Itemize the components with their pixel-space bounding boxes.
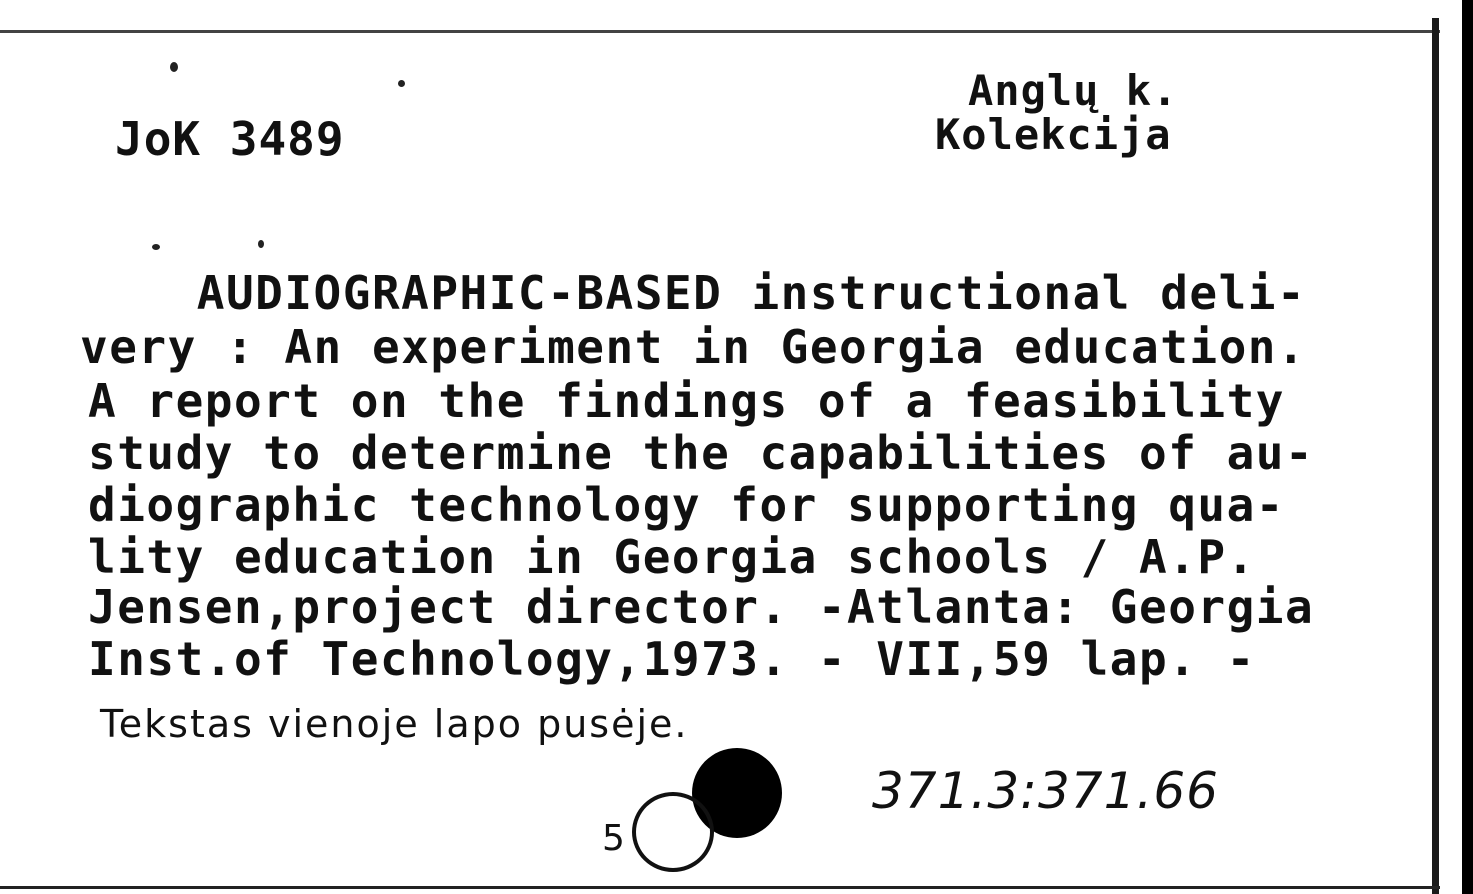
description-line: Inst.of Technology,1973. - VII,59 lap. - [88, 632, 1256, 686]
description-line: diographic technology for supporting qua- [88, 478, 1285, 532]
note-line: Tekstas vienoje lapo pusėje. [100, 702, 689, 746]
description-line: Jensen,project director. -Atlanta: Georgia [88, 580, 1315, 634]
description-line: study to determine the capabilities of au- [88, 426, 1315, 480]
speck [152, 244, 160, 250]
hole-mark: 5 [602, 818, 625, 859]
call-number: JoK 3489 [115, 112, 345, 166]
scan-border [1462, 0, 1473, 894]
card-right-edge [1432, 18, 1439, 894]
description-line: very : An experiment in Georgia education. [80, 320, 1307, 374]
card-bottom-edge [0, 886, 1440, 889]
description-line: A report on the findings of a feasibility [88, 374, 1285, 428]
speck [258, 240, 264, 248]
department-label: Anglų k. [968, 66, 1179, 115]
card-top-edge [0, 30, 1440, 33]
description-line: AUDIOGRAPHIC-BASED instructional deli- [80, 266, 1307, 320]
classification-number: 371.3:371.66 [872, 762, 1219, 820]
speck [398, 80, 405, 87]
description-line: lity education in Georgia schools / A.P. [88, 530, 1256, 584]
collection-label: Kolekcija [935, 110, 1172, 159]
speck [170, 62, 178, 72]
punch-hole-ring [632, 792, 714, 872]
